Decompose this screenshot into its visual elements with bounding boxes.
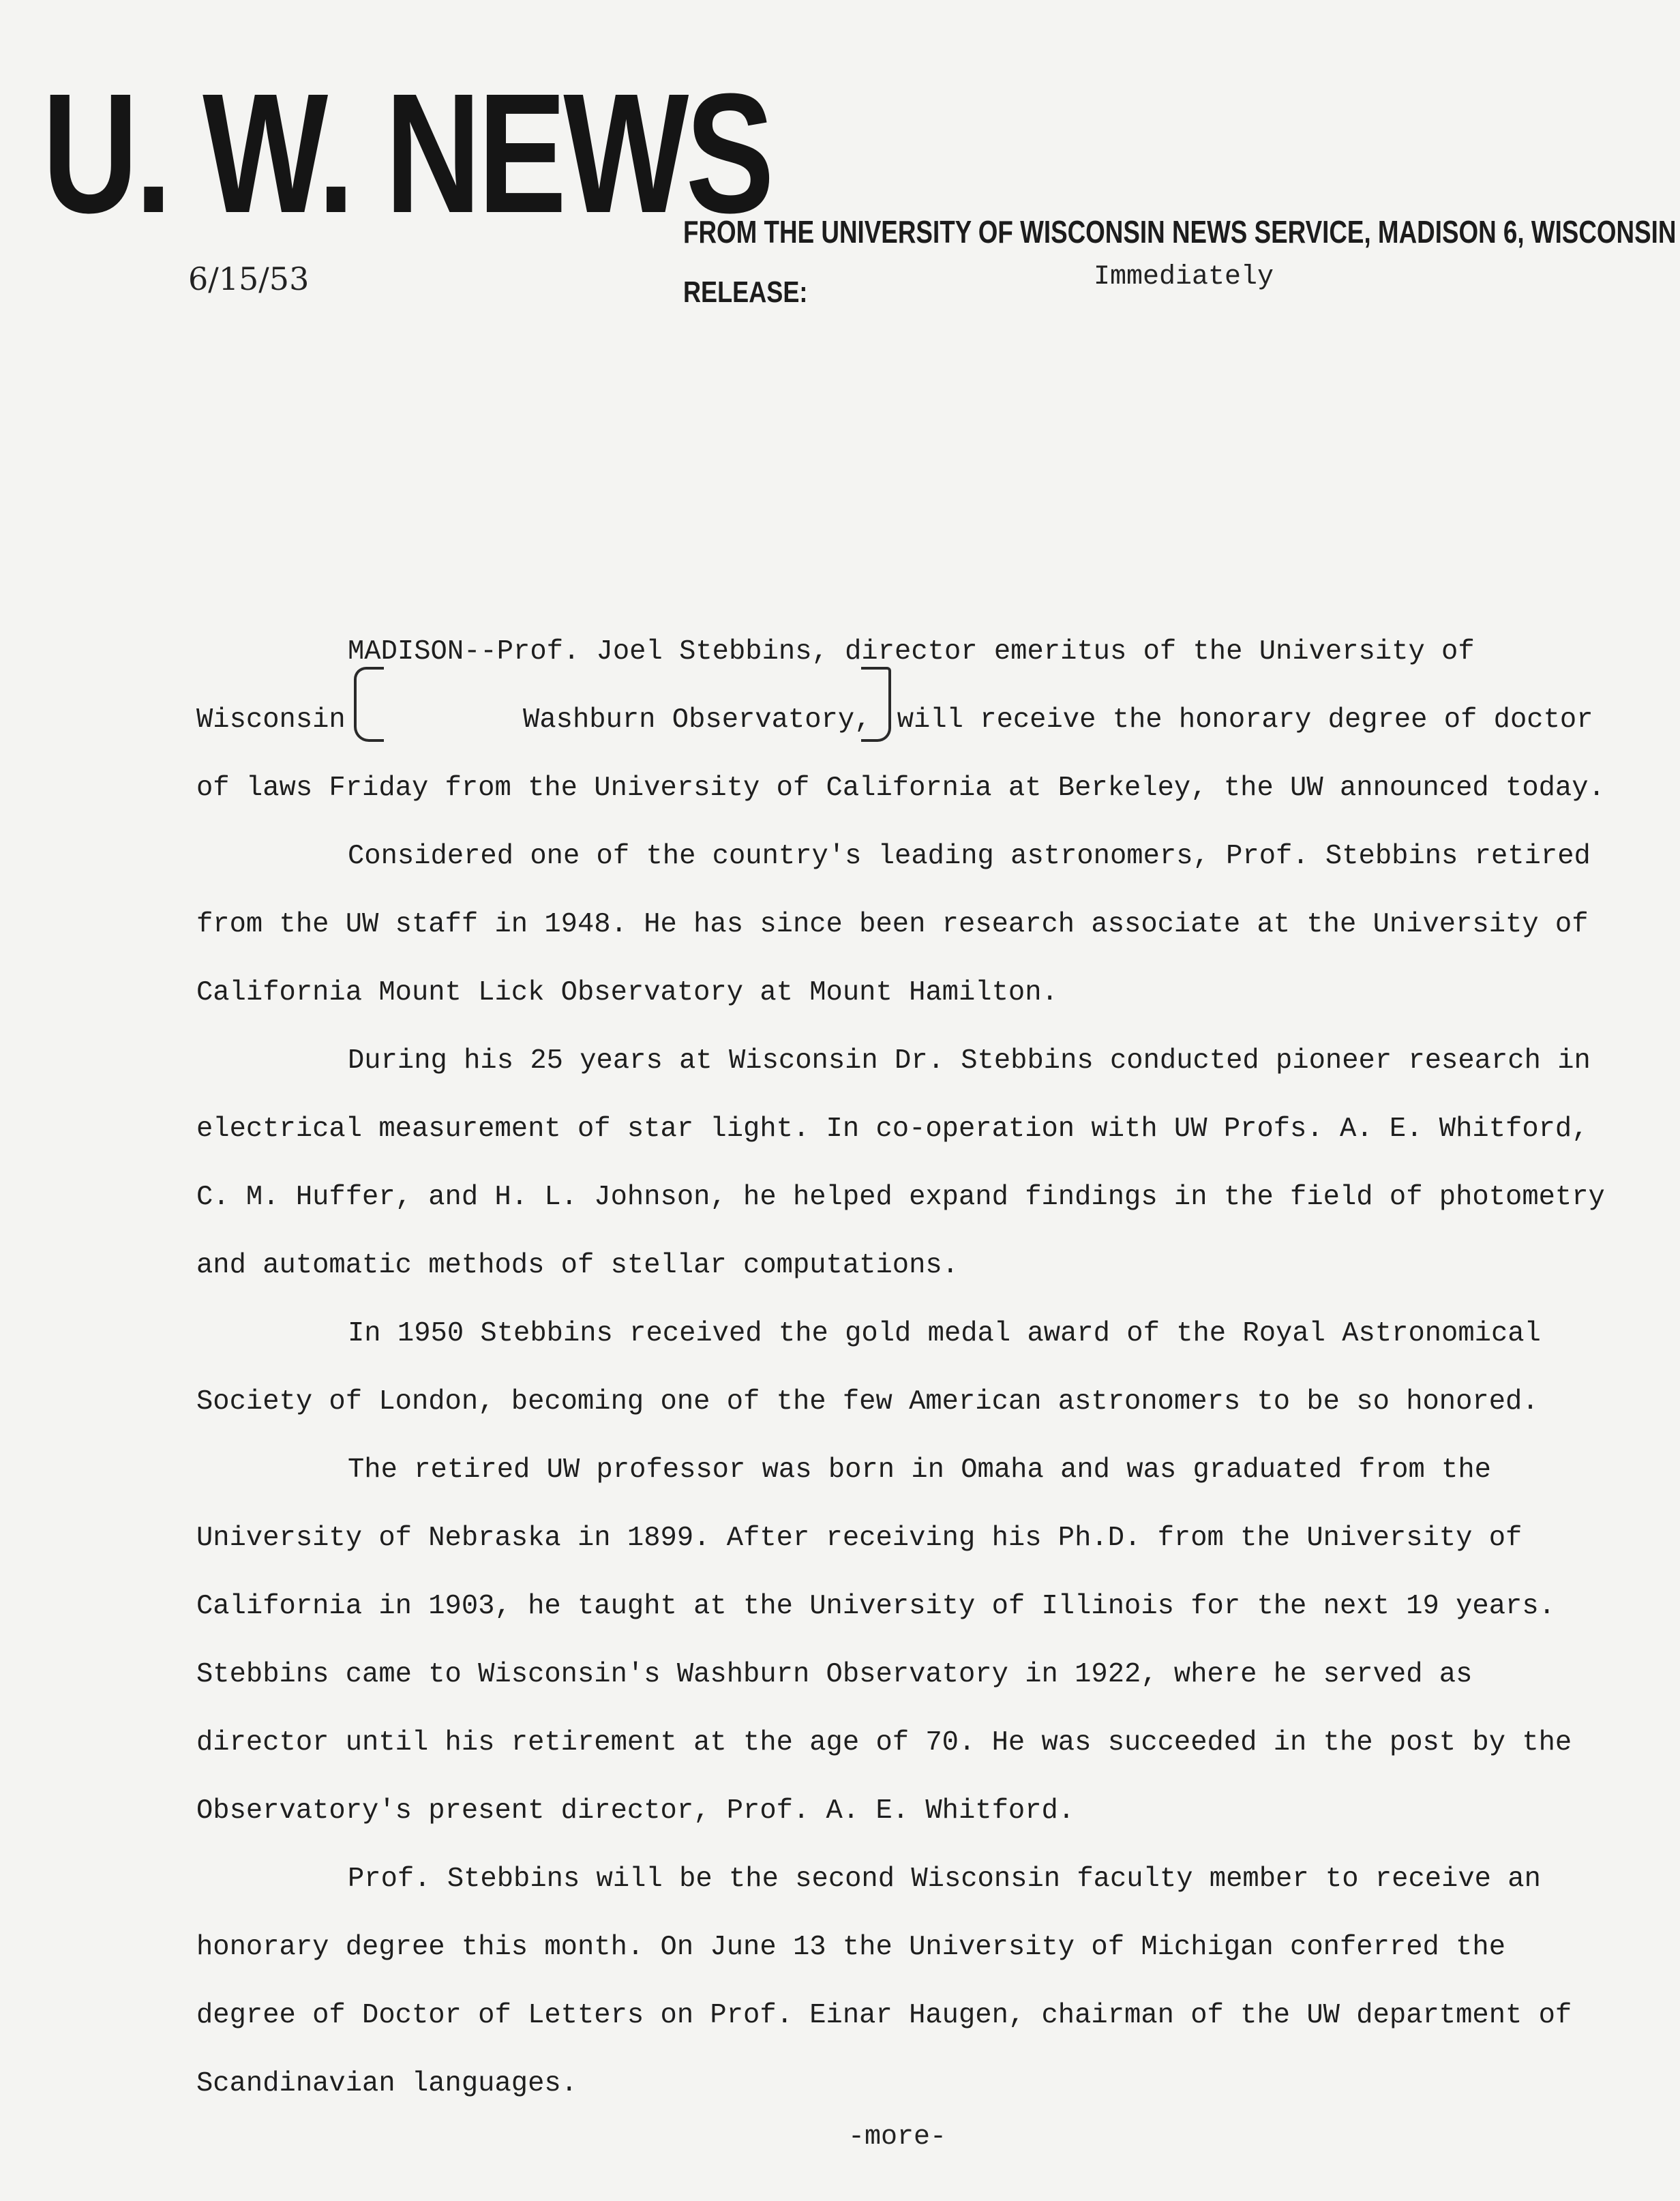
right-bracket-mark (861, 667, 891, 742)
article-paragraph-6: Prof. Stebbins will be the second Wisconsin faculty member to receive an honorary degree this month. On June 13 the University of Michigan conferred the degree of Doctor of Letters on Prof. Einar Haugen, chairman of the UW department of Scandinavian languages. (196, 1863, 1572, 2099)
masthead-title: U. W. NEWS (42, 58, 772, 248)
continuation-marker: -more- (848, 2122, 947, 2153)
release-value: Immediately (1094, 262, 1274, 293)
left-bracket-mark (354, 667, 384, 742)
article-body (196, 618, 1615, 2118)
article-paragraph-1 (196, 618, 1615, 822)
bracketed-text: Washburn Observatory, (523, 704, 871, 736)
paragraph-1-tail: will receive the honorary degree of doctor of laws Friday from the University of California at Berkeley, the UW announced today. (196, 704, 1605, 804)
article-paragraph-5: The retired UW professor was born in Omaha and was graduated from the University of Nebraska in 1899. After receiving his Ph.D. from the University of California in 1903, he taught at the University of Illinois for the next 19 years. Stebbins came to Wisconsin's Washburn Observatory in 1922, where he served as director until his retirement at the age of 70. He was succeeded in the post by the Observatory's present director, Prof. A. E. Whitford. (196, 1454, 1572, 1827)
release-label: RELEASE: (683, 275, 808, 309)
news-service-address: FROM THE UNIVERSITY OF WISCONSIN NEWS SERVICE, MADISON 6, WISCONSIN (683, 214, 1677, 250)
article-paragraph-3: During his 25 years at Wisconsin Dr. Stebbins conducted pioneer research in electrical measurement of star light. In co-operation with UW Profs. A. E. Whitford, C. M. Huffer, and H. L. Johnson, he helped expand findings in the field of photometry and automatic methods of stellar computations. (196, 1045, 1605, 1281)
article-paragraph-4: In 1950 Stebbins received the gold medal award of the Royal Astronomical Society of London, becoming one of the few American astronomers to be so honored. (196, 1318, 1541, 1418)
release-date: 6/15/53 (188, 260, 310, 297)
editor-bracket-mark (362, 686, 880, 754)
article-paragraph-2: Considered one of the country's leading astronomers, Prof. Stebbins retired from the UW staff in 1948. He has since been research associate at the University of California Mount Lick Observatory at Mount Hamilton. (196, 841, 1591, 1008)
paragraph-1-lead: MADISON--Prof. Joel Stebbins, director emeritus of the University of Wisconsin (196, 636, 1475, 736)
